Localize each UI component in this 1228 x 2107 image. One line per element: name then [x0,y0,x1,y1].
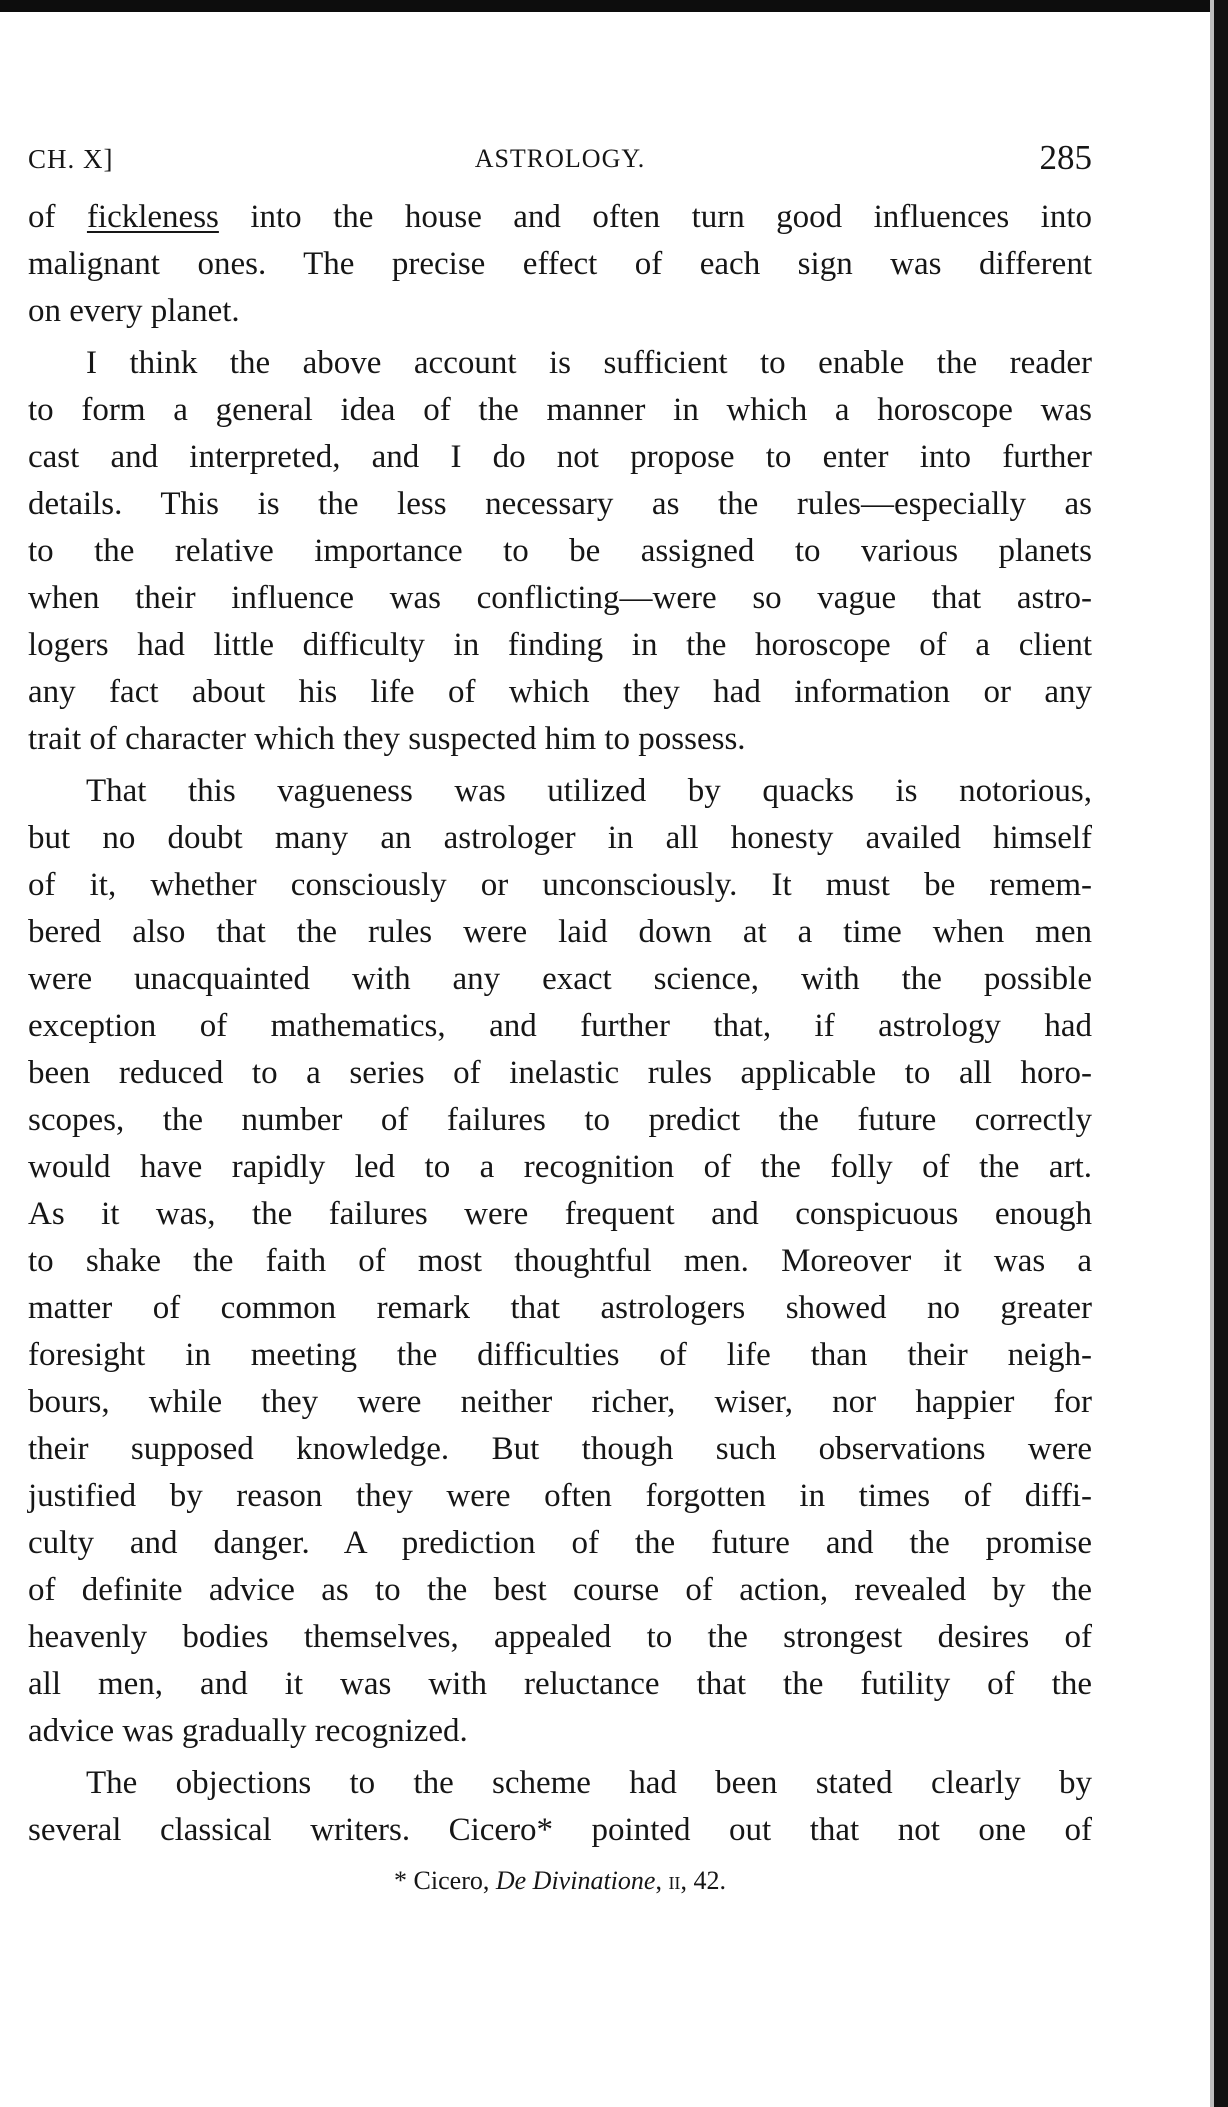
text-line: on every planet. [28,293,240,329]
footnote-volume: ii [668,1866,681,1895]
book-page [28,138,1092,1900]
text-line: of it, whether consciously or unconsciously. It must be remem- [28,867,1092,903]
footnote: * Cicero, De Divinatione, ii, 42. [394,1866,726,1895]
text-line: when their influence was conflicting—were so vague that astro- [28,580,1092,616]
text-line: advice was gradually recognized. [28,1713,468,1749]
running-header [28,138,1092,190]
text-line: foresight in meeting the difficulties of life than their neigh- [28,1337,1092,1373]
text-line: to the relative importance to be assigned to various planets [28,533,1092,569]
text-line: bours, while they were neither richer, wiser, nor happier for [28,1384,1092,1420]
text-line: I think the above account is sufficient to enable the reader [86,345,1092,381]
text-line: The objections to the scheme had been stated clearly by [86,1765,1092,1801]
page-number: 285 [1039,138,1092,177]
paragraph-1 [28,194,1092,335]
text-line: all men, and it was with reluctance that the futility of the [28,1666,1092,1702]
text-line: scopes, the number of failures to predict the future correctly [28,1102,1092,1138]
text-line: matter of common remark that astrologers showed no greater [28,1290,1092,1326]
footnote-marker: * Cicero, [394,1866,496,1895]
chapter-label: CH. X] [28,144,114,174]
page-right-edge [1214,0,1228,2107]
text-line: exception of mathematics, and further that, if astrology had [28,1008,1092,1044]
text-line: to shake the faith of most thoughtful men. Moreover it was a [28,1243,1092,1279]
text-line: cast and interpreted, and I do not propose to enter into further [28,439,1092,475]
text-line: culty and danger. A prediction of the future and the promise [28,1525,1092,1561]
running-title: ASTROLOGY. [474,144,646,173]
text-line: trait of character which they suspected him to possess. [28,721,746,757]
paragraph-4 [28,1760,1092,1854]
footnote-work-title: De Divinatione [495,1866,656,1895]
page-top-edge [0,0,1228,12]
footnote-section: , 42. [680,1866,726,1895]
text-line: justified by reason they were often forgotten in times of diffi- [28,1478,1092,1514]
text-line: to form a general idea of the manner in which a horoscope was [28,392,1092,428]
text-line: bered also that the rules were laid down at a time when men [28,914,1092,950]
paragraph-2 [28,340,1092,763]
text-line: been reduced to a series of inelastic rules applicable to all horo- [28,1055,1092,1091]
text-line: heavenly bodies themselves, appealed to the strongest desires of [28,1619,1092,1655]
text-line: their supposed knowledge. But though such observations were [28,1431,1092,1467]
text-line: malignant ones. The precise effect of each sign was different [28,246,1092,282]
underlined-word: fickleness [86,199,219,235]
text-line: of fickleness into the house and often turn good influences into [28,199,1092,235]
paragraph-3 [28,768,1092,1755]
text-line: of definite advice as to the best course of action, revealed by the [28,1572,1092,1608]
text-line: would have rapidly led to a recognition of the folly of the art. [28,1149,1092,1185]
text-line: That this vagueness was utilized by quacks is notorious, [86,773,1092,809]
text-line: details. This is the less necessary as the rules—especially as [28,486,1092,522]
text-line: several classical writers. Cicero* pointed out that not one of [28,1812,1092,1848]
text-line: were unacquainted with any exact science, with the possible [28,961,1092,997]
text-line: logers had little difficulty in finding in the horoscope of a client [28,627,1092,663]
text-line: but no doubt many an astrologer in all honesty availed himself [28,820,1092,856]
page-body [28,194,1092,1854]
text-line: As it was, the failures were frequent and conspicuous enough [28,1196,1092,1232]
text-line: any fact about his life of which they had information or any [28,674,1092,710]
